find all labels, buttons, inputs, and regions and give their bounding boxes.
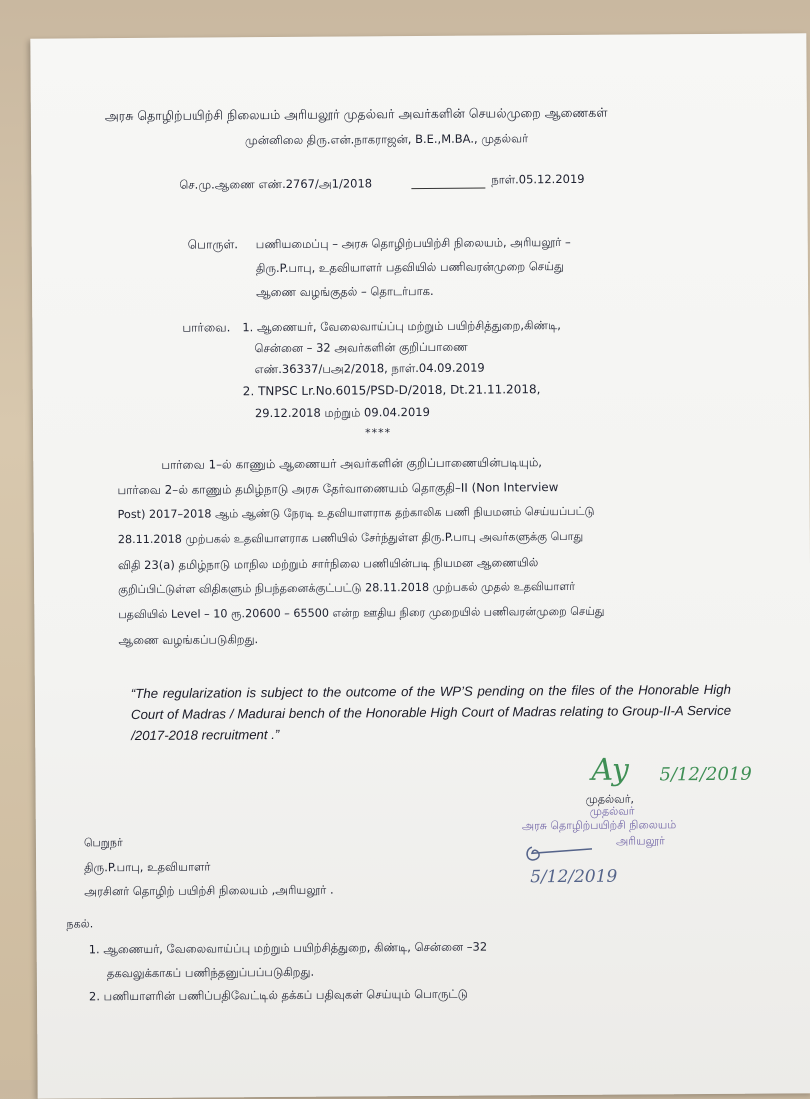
body-line: 28.11.2018 முற்பகல் உதவியாளராக பணியில் சேர்ந்துள்ள திரு.P.பாபு அவர்களுக்கு பொது [117,529,584,547]
document-page [30,33,810,1098]
regularization-note: “The regularization is subject to the outcome of the WP’S pending on the files of the Honorable High Court of Madras / Madurai bench of the Honorable High Court of Madras relating to Group-II-A Service /2017-2018 recruitment .” [130,681,732,744]
reference-line: 29.12.2018 மற்றும் 09.04.2019 [254,404,430,421]
recipient-name: திரு.P.பாபு, உதவியாளர் [84,859,211,875]
blue-initials [522,839,602,870]
green-signature: Ay [591,752,629,788]
recipient-office: அரசினர் தொழிற் பயிற்சி நிலையம் ,அரியலூர் . [84,882,334,899]
signature-date: 5/12/2019 [659,763,752,786]
subject-line: திரு.P.பாபு, உதவியாளர் பதவியில் பணிவரன்முறை செய்து [255,259,565,276]
office-header: அரசு தொழிற்பயிற்சி நிலையம் அரியலூர் முதல்வர் அவர்களின் செயல்முறை ஆணைகள் [104,104,608,124]
order-number: செ.மு.ஆணை எண்.2767/அ1/2018 [179,176,373,192]
office-stamp-name: அரசு தொழிற்பயிற்சி நிலையம் [521,818,677,833]
reference-line: 1. ஆணையர், வேலைவாய்ப்பு மற்றும் பயிற்சித்துறை,கிண்டி, [242,318,561,335]
subject-line: ஆணை வழங்குதல் – தொடர்பாக. [256,283,434,300]
office-stamp-place: அரியலூர் [615,834,665,848]
order-date: நாள்.05.12.2019 [491,171,585,187]
copy-label: நகல். [66,917,94,931]
officer-line: முன்னிலை திரு.என்.நாகராஜன், B.E.,M.BA., முதல்வர் [244,131,529,148]
reference-label: பார்வை. [182,320,231,335]
separator: **** [365,426,392,440]
body-line: விதி 23(a) தமிழ்நாடு மாநில மற்றும் சார்நிலை பணியின்படி நியமன ஆணையில் [117,555,539,573]
reference-line: 2. TNPSC Lr.No.6015/PSD-D/2018, Dt.21.11.2018, [242,382,541,399]
office-stamp-title: முதல்வர் [589,804,635,818]
copy-line: 2. பணியாளரின் பணிப்பதிவேட்டில் தக்கப் பதிவுகள் செய்யும் பொருட்டு [88,986,468,1004]
body-line: Post) 2017–2018 ஆம் ஆண்டு நேரடி உதவியாளராக தற்காலிக பணி நியமனம் செய்யப்பட்டு [117,504,595,522]
copy-line: தகவலுக்காகப் பணிந்தனுப்பப்படுகிறது. [106,964,315,981]
signatory-title: முதல்வர், [585,792,634,806]
body-line: பார்வை 2–ல் காணும் தமிழ்நாடு அரசு தேர்வாணையம் தொகுதி–II (Non Interview [117,480,559,498]
subject-label: பொருள். [187,237,239,252]
blue-date: 5/12/2019 [530,866,618,888]
body-line: பார்வை 1–ல் காணும் ஆணையர் அவர்களின் குறிப்பாணையின்படியும், [161,455,543,472]
body-line: ஆணை வழங்கப்படுகிறது. [118,632,259,648]
order-underline [411,188,485,190]
body-line: குறிப்பிட்டுள்ள விதிகளும் நிபந்தனைக்குட்பட்டு 28.11.2018 முற்பகல் முதல் உதவியாளர் [118,579,576,597]
copy-line: 1. ஆணையர், வேலைவாய்ப்பு மற்றும் பயிற்சித்துறை, கிண்டி, சென்னை –32 [88,939,488,957]
body-line: பதவியில் Level – 10 ரூ.20600 – 65500 என்ற ஊதிய நிரை முறையில் பணிவரன்முறை செய்து [118,604,605,622]
reference-line: எண்.36337/பஅ2/2018, நாள்.04.09.2019 [254,360,485,377]
subject-line: பணியமைப்பு – அரசு தொழிற்பயிற்சி நிலையம், அரியலூர் – [255,234,571,252]
recipient-label: பெறுநர் [83,836,123,850]
reference-line: சென்னை – 32 அவர்களின் குறிப்பாணை [254,339,468,356]
